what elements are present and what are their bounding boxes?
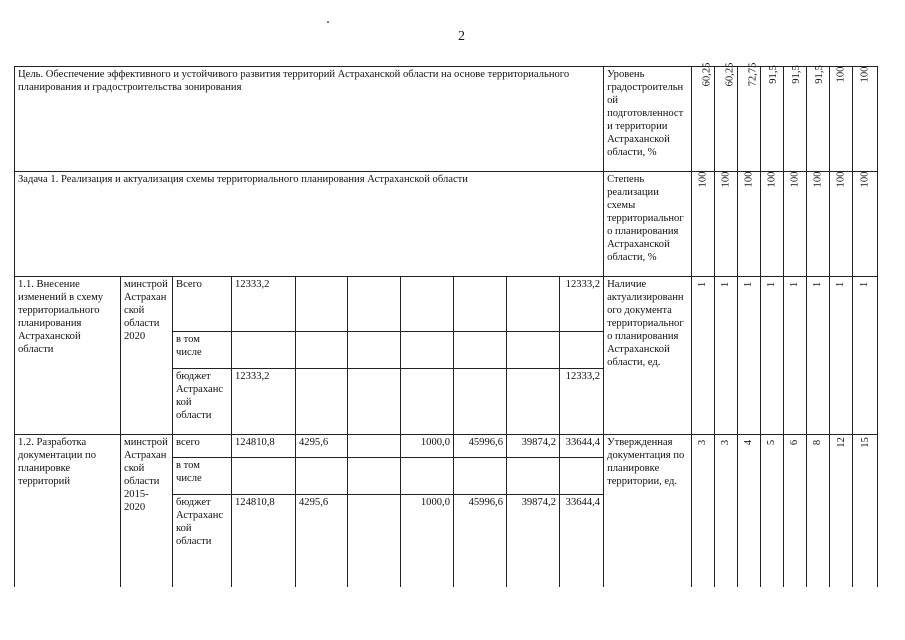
activity-2-executor: минстрой Астраханской области 2015-2020: [121, 435, 173, 587]
activity-1-value: 1: [738, 277, 761, 435]
cell-year-6: [560, 458, 604, 495]
cell-year-1: [296, 332, 348, 369]
cell-year-1: 4295,6: [296, 435, 348, 458]
cell-year-4: 45996,6: [454, 495, 507, 587]
activity-2-value: 15: [853, 435, 878, 587]
activity-1-value: 1: [853, 277, 878, 435]
task-value: 100: [807, 172, 830, 277]
task-value: 100: [715, 172, 738, 277]
goal-value: 91,5: [761, 67, 784, 172]
cell-year-5: [507, 458, 560, 495]
activity-1-value: 1: [692, 277, 715, 435]
cell-year-4: [454, 277, 507, 332]
cell-year-2: [348, 435, 401, 458]
task-value: 100: [692, 172, 715, 277]
activity-2-value: 8: [807, 435, 830, 587]
cell-year-5: [507, 277, 560, 332]
cell-total: [232, 458, 296, 495]
cell-year-6: 33644,4: [560, 435, 604, 458]
cell-year-3: 1000,0: [401, 435, 454, 458]
cell-year-1: 4295,6: [296, 495, 348, 587]
cell-year-2: [348, 369, 401, 435]
row-label: бюджет Астраханской области: [173, 495, 232, 587]
task-indicator: Степень реализации схемы территориального планирования Астраханской области, %: [604, 172, 692, 277]
goal-value: 60,25: [715, 67, 738, 172]
cell-total: [232, 332, 296, 369]
cell-year-3: [401, 369, 454, 435]
goal-value: 60,25: [692, 67, 715, 172]
row-label: в том числе: [173, 458, 232, 495]
activity-1-value: 1: [761, 277, 784, 435]
task-value: 100: [738, 172, 761, 277]
activity-1-executor: минстрой Астраханской области 2020: [121, 277, 173, 435]
task-row: [15, 172, 878, 277]
goal-text: Цель. Обеспечение эффективного и устойчивого развития территорий Астраханской области на основе территориального планирования и градостроительства зонирования: [15, 67, 604, 172]
cell-year-5: 39874,2: [507, 435, 560, 458]
cell-year-3: [401, 332, 454, 369]
program-table: [14, 62, 878, 587]
cell-year-3: 1000,0: [401, 495, 454, 587]
activity-2-value: 6: [784, 435, 807, 587]
cell-year-2: [348, 458, 401, 495]
activity-1-name: 1.1. Внесение изменений в схему территориального планирования Астраханской области: [15, 277, 121, 435]
cell-year-4: [454, 369, 507, 435]
cell-total: 12333,2: [232, 369, 296, 435]
cell-total: 12333,2: [232, 277, 296, 332]
cell-year-4: 45996,6: [454, 435, 507, 458]
cell-year-6: 33644,4: [560, 495, 604, 587]
cell-year-6: 12333,2: [560, 277, 604, 332]
activity-2-value: 3: [715, 435, 738, 587]
cell-year-2: [348, 277, 401, 332]
goal-value: 91,5: [784, 67, 807, 172]
activity-2-name: 1.2. Разработка документации по планировке территорий: [15, 435, 121, 587]
row-label: Всего: [173, 277, 232, 332]
cell-year-6: 12333,2: [560, 369, 604, 435]
row-label: в том числе: [173, 332, 232, 369]
cell-year-2: [348, 495, 401, 587]
goal-value: 72,75: [738, 67, 761, 172]
cell-year-5: [507, 369, 560, 435]
activity-2-row-total: [15, 435, 878, 458]
scan-speck: [327, 21, 329, 23]
activity-1-row-total: [15, 277, 878, 332]
task-value: 100: [830, 172, 853, 277]
cell-year-2: [348, 332, 401, 369]
activity-2-value: 4: [738, 435, 761, 587]
cell-year-3: [401, 277, 454, 332]
activity-2-indicator: Утвержденная документация по планировке территории, ед.: [604, 435, 692, 587]
page-number: 2: [458, 29, 465, 44]
task-value: 100: [784, 172, 807, 277]
task-value: 100: [761, 172, 784, 277]
goal-row: [15, 67, 878, 172]
cell-year-5: [507, 332, 560, 369]
activity-2-value: 12: [830, 435, 853, 587]
activity-1-value: 1: [830, 277, 853, 435]
cell-year-3: [401, 458, 454, 495]
cell-total: 124810,8: [232, 495, 296, 587]
cell-year-5: 39874,2: [507, 495, 560, 587]
task-value: 100: [853, 172, 878, 277]
goal-indicator: Уровень градостроительной подготовленности территории Астраханской области, %: [604, 67, 692, 172]
cell-year-4: [454, 458, 507, 495]
activity-2-value: 3: [692, 435, 715, 587]
cell-year-1: [296, 369, 348, 435]
activity-1-indicator: Наличие актуализированного документа территориального планирования Астраханской области, ед.: [604, 277, 692, 435]
activity-1-value: 1: [807, 277, 830, 435]
cell-total: 124810,8: [232, 435, 296, 458]
row-label: бюджет Астраханской области: [173, 369, 232, 435]
activity-1-value: 1: [784, 277, 807, 435]
goal-value: 100: [830, 67, 853, 172]
task-text: Задача 1. Реализация и актуализация схемы территориального планирования Астраханской области: [15, 172, 604, 277]
goal-value: 100: [853, 67, 878, 172]
activity-2-value: 5: [761, 435, 784, 587]
scan-edge-marks: [708, 0, 888, 4]
goal-value: 91,5: [807, 67, 830, 172]
cell-year-1: [296, 277, 348, 332]
cell-year-4: [454, 332, 507, 369]
activity-1-value: 1: [715, 277, 738, 435]
row-label: всего: [173, 435, 232, 458]
cell-year-6: [560, 332, 604, 369]
cell-year-1: [296, 458, 348, 495]
